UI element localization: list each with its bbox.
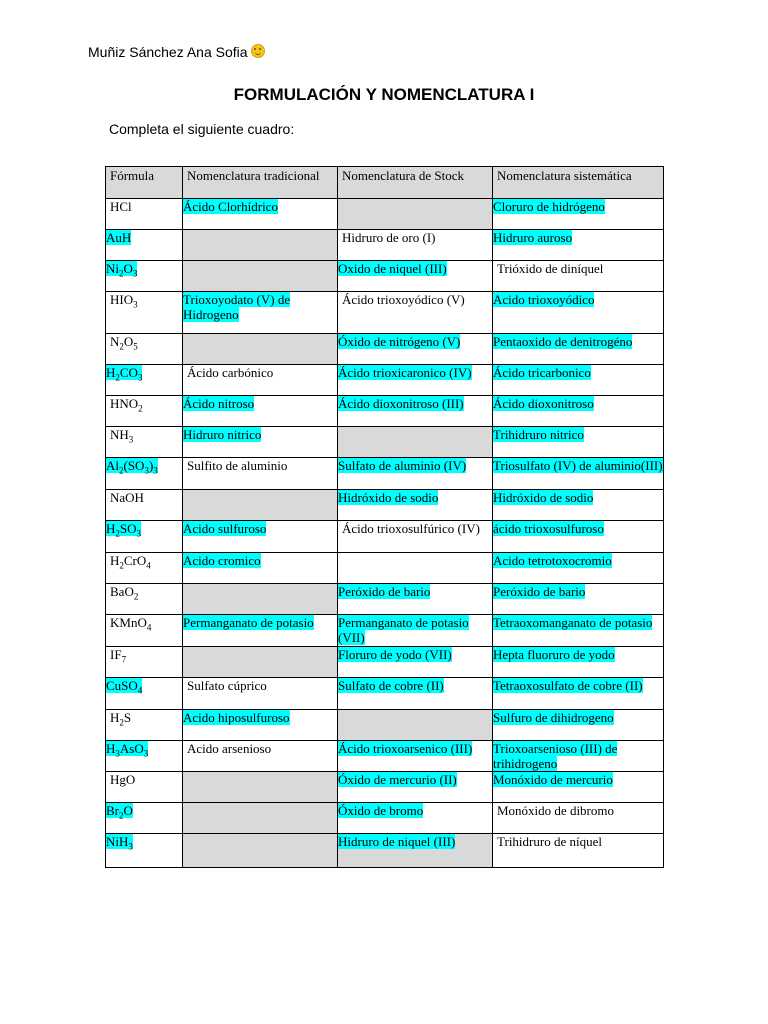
cell-stock: [338, 458, 493, 490]
traditional-text: Acido sulfuroso: [183, 521, 267, 536]
table-row: [106, 803, 664, 834]
traditional-text: Acido arsenioso: [187, 741, 272, 756]
stock-text: Ácido trioxoyódico (V): [342, 292, 465, 307]
header-formula-text: Fórmula: [106, 167, 182, 198]
stock-text: Óxido de bromo: [338, 803, 424, 818]
stock-text: Hidruro de niquel (III): [338, 834, 456, 849]
formula-text: NaOH: [110, 490, 144, 505]
cell-traditional: [183, 199, 338, 230]
stock-text: Ácido trioxicaronico (IV): [338, 365, 472, 380]
header-traditional-text: Nomenclatura tradicional: [183, 167, 337, 198]
cell-stock: [338, 261, 493, 292]
cell-systematic: [493, 458, 664, 490]
cell-systematic: [493, 803, 664, 834]
systematic-text: Trióxido de diníquel: [497, 261, 604, 276]
table-row: [106, 396, 664, 427]
cell-formula: [106, 584, 183, 615]
cell-formula: [106, 365, 183, 396]
traditional-text: Ácido carbónico: [187, 365, 274, 380]
systematic-text: Hepta fluoruro de yodo: [493, 647, 615, 662]
author-text: Muñiz Sánchez Ana Sofia: [88, 44, 248, 60]
table-row: [106, 334, 664, 365]
table-row: [106, 458, 664, 490]
formula-text: HCl: [110, 199, 132, 214]
formula-text: $IF_7$: [110, 647, 127, 665]
cell-formula: [106, 772, 183, 803]
systematic-text: ácido trioxosulfuroso: [493, 521, 604, 536]
cell-systematic: [493, 334, 664, 365]
cell-stock: [338, 427, 493, 458]
cell-stock: [338, 396, 493, 427]
cell-traditional: [183, 741, 338, 772]
cell-traditional: [183, 334, 338, 365]
formula-text: $Br_2O$: [106, 803, 133, 821]
cell-formula: [106, 803, 183, 834]
cell-stock: [338, 678, 493, 710]
stock-text: Peróxido de bario: [338, 584, 431, 599]
systematic-text: Sulfuro de dihidrogeno: [493, 710, 614, 725]
cell-stock: [338, 772, 493, 803]
cell-systematic: [493, 647, 664, 678]
formula-text: $H_2SO_3$: [106, 521, 142, 539]
smiley-icon: [251, 44, 265, 58]
stock-text: Ácido trioxosulfúrico (IV): [342, 521, 480, 536]
formula-text: KMnO$_4$: [110, 615, 152, 633]
cell-formula: [106, 678, 183, 710]
systematic-text: Monóxido de dibromo: [497, 803, 614, 818]
formula-text: $Ni_2O_3$: [106, 261, 138, 279]
traditional-text: Hidruro nitrico: [183, 427, 262, 442]
cell-formula: [106, 396, 183, 427]
cell-traditional: [183, 803, 338, 834]
table-row: [106, 365, 664, 396]
systematic-text: Ácido tricarbonico: [493, 365, 591, 380]
stock-text: Ácido trioxoarsenico (III): [338, 741, 473, 756]
header-systematic-text: Nomenclatura sistemática: [493, 167, 663, 198]
cell-systematic: [493, 199, 664, 230]
systematic-text: Pentaoxido de denitrogéno: [493, 334, 633, 349]
formula-text: NiH$_3$: [106, 834, 133, 852]
cell-formula: [106, 230, 183, 261]
cell-traditional: [183, 834, 338, 868]
cell-systematic: [493, 261, 664, 292]
formula-text: CuSO$_4$: [106, 678, 143, 696]
table-row: [106, 261, 664, 292]
cell-stock: [338, 834, 493, 868]
header-traditional: [183, 167, 338, 199]
cell-formula: [106, 199, 183, 230]
formula-text: BaO$_2$: [110, 584, 139, 602]
cell-traditional: [183, 553, 338, 584]
cell-systematic: [493, 553, 664, 584]
cell-traditional: [183, 772, 338, 803]
formula-text: $HNO_2$: [110, 396, 143, 414]
formula-text: AuH: [106, 230, 132, 245]
stock-text: Óxido de nitrógeno (V): [338, 334, 461, 349]
table-row: [106, 772, 664, 803]
cell-stock: [338, 647, 493, 678]
table-row: [106, 615, 664, 647]
cell-traditional: [183, 427, 338, 458]
cell-traditional: [183, 230, 338, 261]
formula-text: $HIO_3$: [110, 292, 138, 310]
cell-formula: [106, 615, 183, 647]
traditional-text: Acido hiposulfuroso: [183, 710, 290, 725]
cell-stock: [338, 521, 493, 553]
cell-systematic: [493, 584, 664, 615]
cell-formula: [106, 334, 183, 365]
cell-traditional: [183, 584, 338, 615]
formula-text: $H_2S$: [110, 710, 132, 728]
cell-traditional: [183, 521, 338, 553]
cell-stock: [338, 490, 493, 521]
instruction-text: Completa el siguiente cuadro:: [109, 121, 295, 137]
systematic-text: Trihidruro nitrico: [493, 427, 584, 442]
traditional-text: Trioxoyodato (V) de Hidrogeno: [183, 292, 291, 322]
systematic-text: Hidróxido de sodio: [493, 490, 594, 505]
cell-traditional: [183, 261, 338, 292]
table-row: [106, 490, 664, 521]
traditional-text: Sulfato cúprico: [187, 678, 267, 693]
cell-systematic: [493, 490, 664, 521]
cell-formula: [106, 553, 183, 584]
nomenclature-table: [105, 166, 664, 868]
table-row: [106, 553, 664, 584]
cell-formula: [106, 834, 183, 868]
table-row: [106, 710, 664, 741]
cell-systematic: [493, 741, 664, 772]
table-row: [106, 199, 664, 230]
systematic-text: Acido trioxoyódico: [493, 292, 595, 307]
cell-systematic: [493, 427, 664, 458]
cell-traditional: [183, 292, 338, 334]
cell-traditional: [183, 490, 338, 521]
cell-formula: [106, 710, 183, 741]
table-row: [106, 647, 664, 678]
cell-stock: [338, 710, 493, 741]
systematic-text: Cloruro de hidrógeno: [493, 199, 605, 214]
cell-formula: [106, 261, 183, 292]
header-systematic: [493, 167, 664, 199]
formula-text: $H_3AsO_3$: [106, 741, 149, 759]
traditional-text: Sulfito de aluminio: [187, 458, 288, 473]
traditional-text: Ácido nitroso: [183, 396, 255, 411]
table-row: [106, 427, 664, 458]
systematic-text: Tetraoxosulfato de cobre (II): [493, 678, 643, 693]
cell-formula: [106, 741, 183, 772]
stock-text: Sulfato de aluminio (IV): [338, 458, 467, 473]
cell-traditional: [183, 396, 338, 427]
table-row: [106, 834, 664, 868]
stock-text: Sulfato de cobre (II): [338, 678, 444, 693]
formula-text: $Al_2(SO_3)_3$: [106, 458, 158, 476]
formula-text: $N_2O_5$: [110, 334, 138, 352]
formula-text: $NH_3$: [110, 427, 134, 445]
systematic-text: Acido tetrotoxocromio: [493, 553, 612, 568]
cell-stock: [338, 803, 493, 834]
traditional-text: Acido cromico: [183, 553, 261, 568]
cell-stock: [338, 334, 493, 365]
systematic-text: Trihidruro de níquel: [497, 834, 602, 849]
cell-systematic: [493, 521, 664, 553]
cell-systematic: [493, 365, 664, 396]
cell-formula: [106, 292, 183, 334]
cell-formula: [106, 427, 183, 458]
cell-traditional: [183, 365, 338, 396]
cell-stock: [338, 553, 493, 584]
cell-systematic: [493, 834, 664, 868]
cell-systematic: [493, 678, 664, 710]
formula-text: $H_2CrO_4$: [110, 553, 151, 571]
cell-systematic: [493, 396, 664, 427]
cell-systematic: [493, 230, 664, 261]
cell-systematic: [493, 615, 664, 647]
cell-stock: [338, 230, 493, 261]
cell-formula: [106, 490, 183, 521]
header-stock-text: Nomenclatura de Stock: [338, 167, 492, 198]
systematic-text: Triosulfato (IV) de aluminio(III): [493, 458, 663, 473]
header-row: [106, 167, 664, 199]
stock-text: Óxido de mercurio (II): [338, 772, 457, 787]
page-title: FORMULACIÓN Y NOMENCLATURA I: [233, 85, 535, 104]
traditional-text: Ácido Clorhídrico: [183, 199, 278, 214]
cell-systematic: [493, 710, 664, 741]
header-formula: [106, 167, 183, 199]
systematic-text: Monóxido de mercurio: [493, 772, 613, 787]
traditional-text: Permanganato de potasio: [183, 615, 314, 630]
cell-stock: [338, 741, 493, 772]
stock-text: Permanganato de potasio (VII): [338, 615, 469, 645]
table-row: [106, 741, 664, 772]
cell-systematic: [493, 772, 664, 803]
systematic-text: Tetraoxomanganato de potasio: [493, 615, 653, 630]
table-row: [106, 678, 664, 710]
cell-traditional: [183, 615, 338, 647]
cell-stock: [338, 199, 493, 230]
cell-traditional: [183, 647, 338, 678]
cell-systematic: [493, 292, 664, 334]
stock-text: Ácido dioxonitroso (III): [338, 396, 464, 411]
cell-stock: [338, 292, 493, 334]
table-row: [106, 521, 664, 553]
cell-traditional: [183, 678, 338, 710]
cell-formula: [106, 521, 183, 553]
cell-traditional: [183, 710, 338, 741]
stock-text: Hidróxido de sodio: [338, 490, 439, 505]
table-row: [106, 584, 664, 615]
table-row: [106, 230, 664, 261]
table-row: [106, 292, 664, 334]
cell-stock: [338, 584, 493, 615]
stock-text: Floruro de yodo (VII): [338, 647, 452, 662]
cell-stock: [338, 365, 493, 396]
systematic-text: Trioxoarsenioso (III) de trihidrogeno: [493, 741, 618, 771]
systematic-text: Peróxido de bario: [493, 584, 586, 599]
cell-formula: [106, 458, 183, 490]
systematic-text: Hidruro auroso: [493, 230, 573, 245]
header-stock: [338, 167, 493, 199]
systematic-text: Ácido dioxonitroso: [493, 396, 594, 411]
stock-text: Oxido de niquel (III): [338, 261, 447, 276]
cell-traditional: [183, 458, 338, 490]
cell-formula: [106, 647, 183, 678]
stock-text: Hidruro de oro (I): [342, 230, 436, 245]
formula-text: $H_2CO_3$: [106, 365, 143, 383]
cell-stock: [338, 615, 493, 647]
formula-text: HgO: [110, 772, 136, 787]
author-name: [88, 44, 265, 60]
